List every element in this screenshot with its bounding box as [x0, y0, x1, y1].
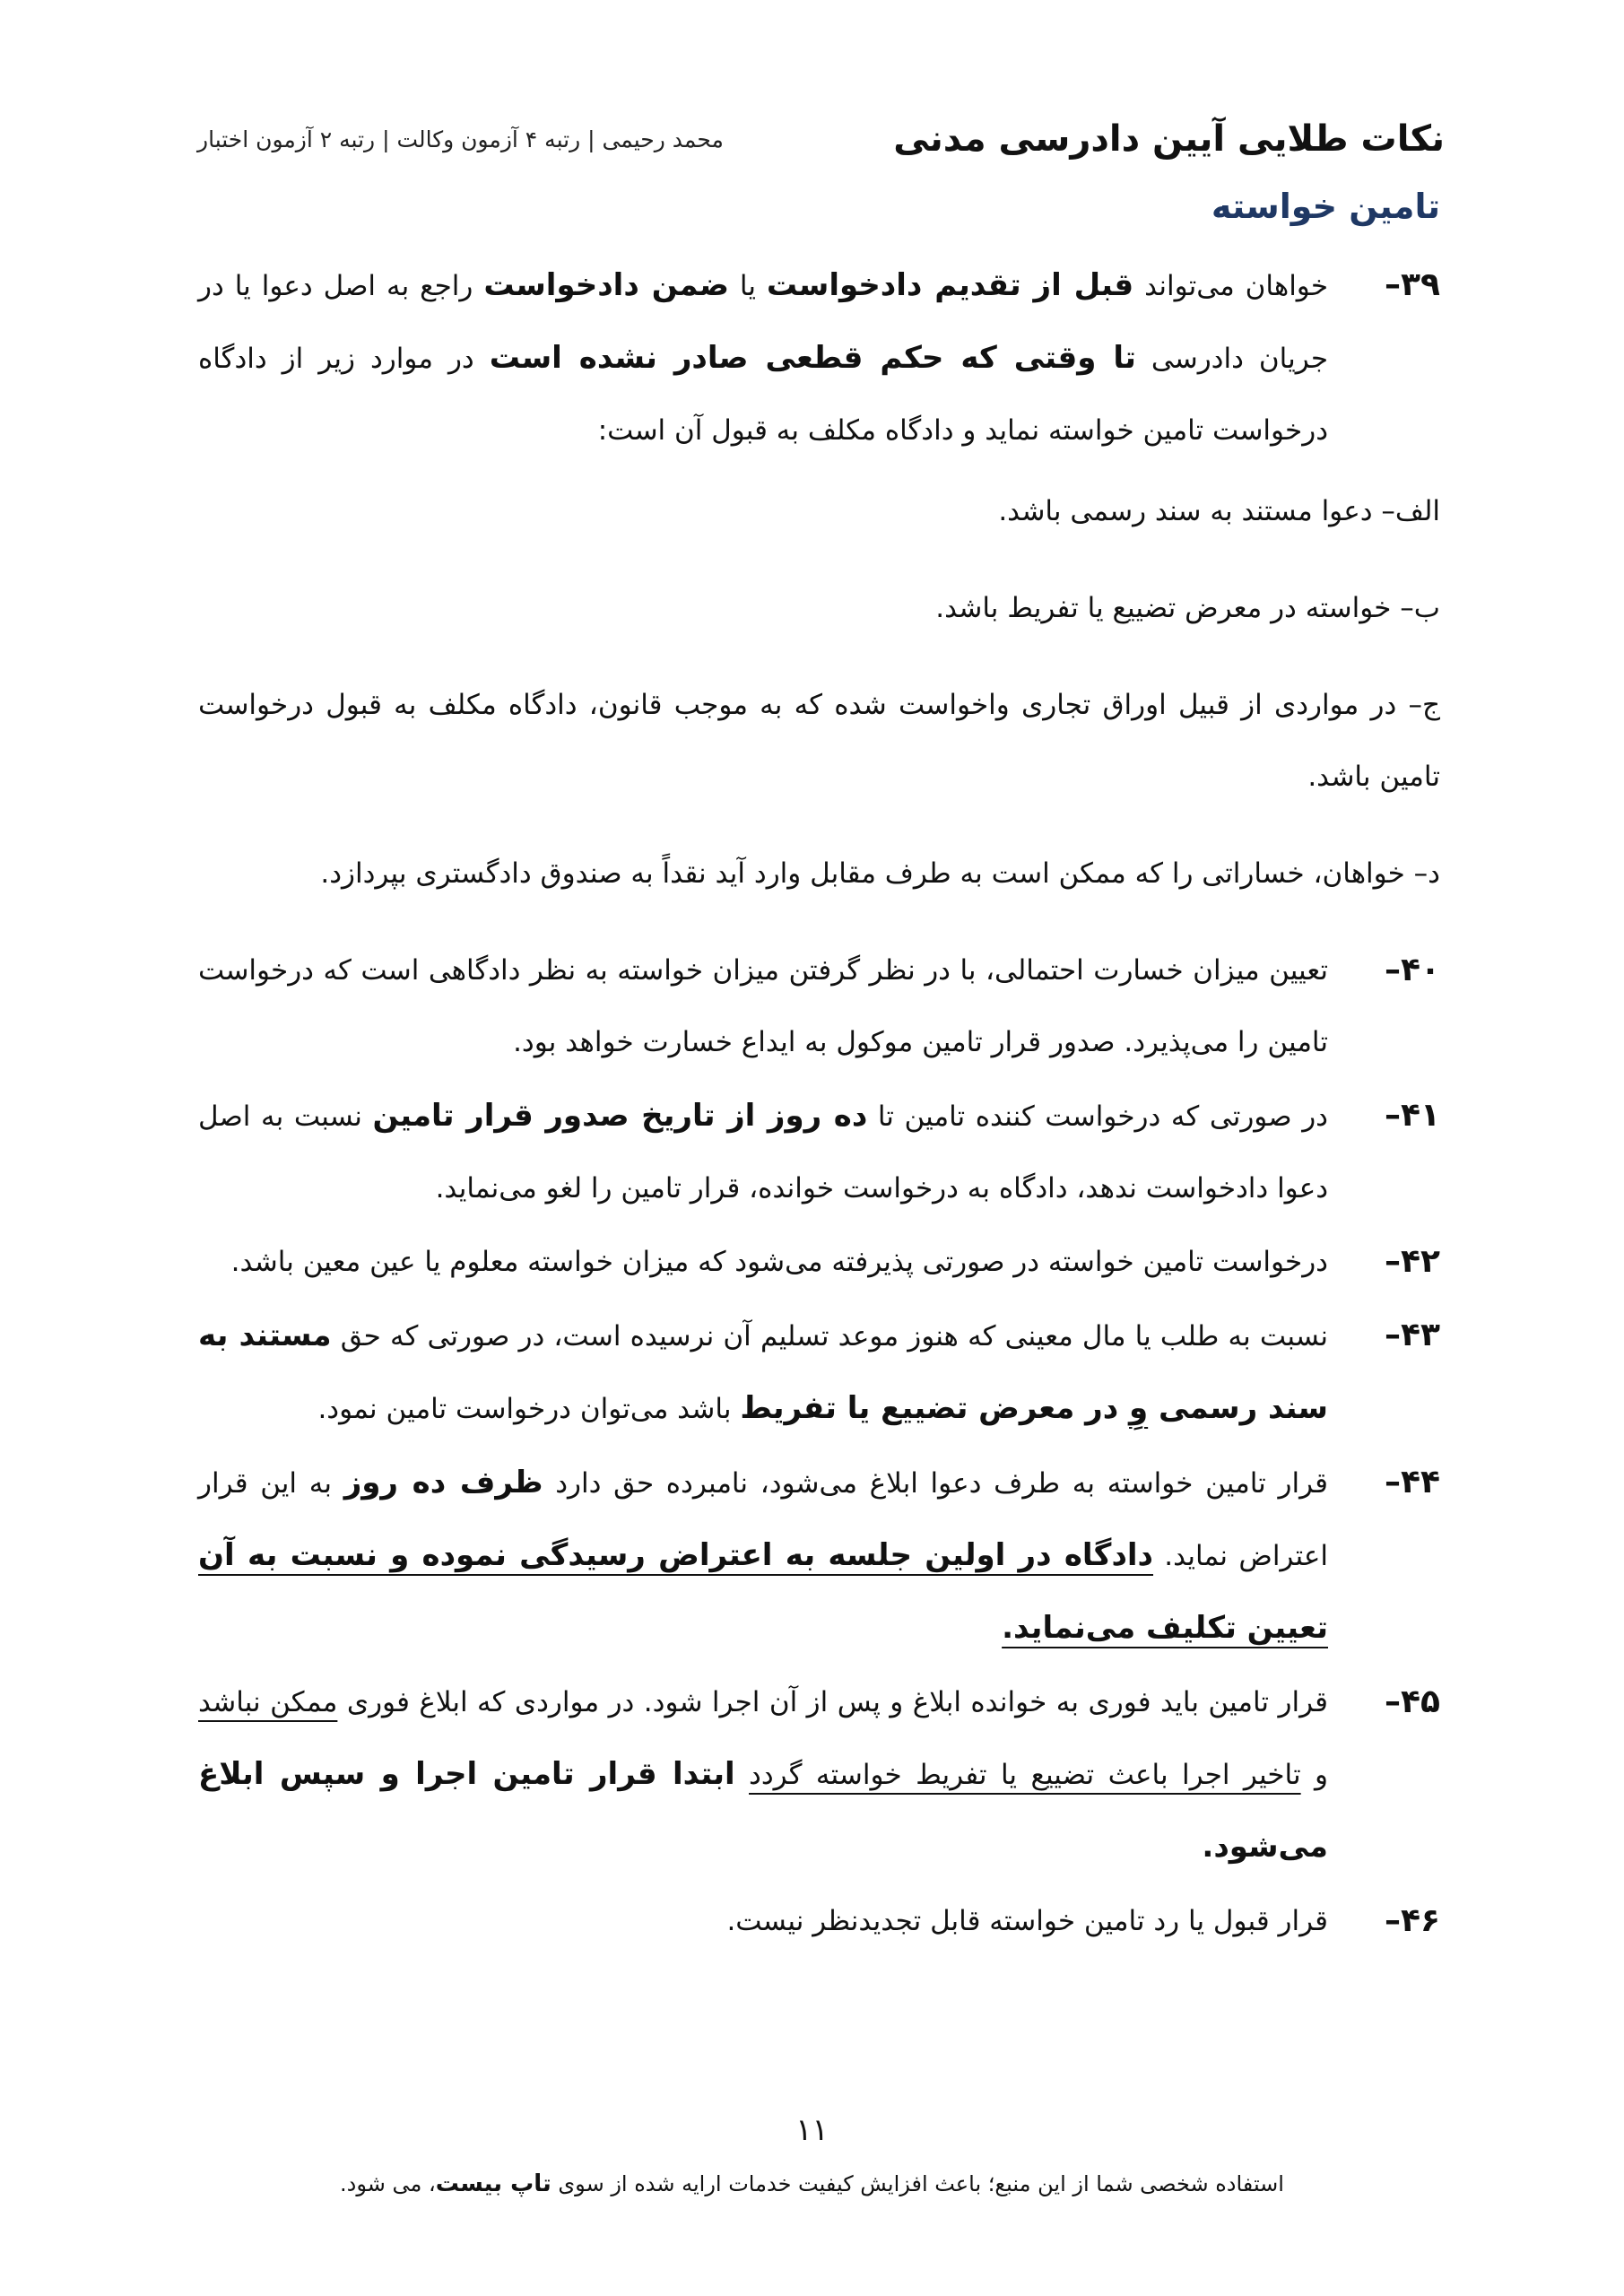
bold-text: ظرف ده روز [343, 1465, 543, 1500]
text-run [735, 1759, 749, 1791]
footer-note [0, 2170, 1624, 2197]
page-number: ۱۱ [795, 2112, 829, 2148]
text-run: قرار تامین باید فوری به خوانده ابلاغ و پس از آن اجرا شود. در مواردی که ابلاغ فوری [337, 1686, 1328, 1718]
bold-underlined-text: دادگاه در اولین جلسه به اعتراض رسیدگی نموده و نسبت به آن تعیین تکلیف می‌نماید. [198, 1537, 1328, 1646]
underlined-text: تاخیر اجرا باعث تضییع یا تفریط خواسته گردد [749, 1759, 1301, 1791]
sub-item-alef: الف– دعوا مستند به سند رسمی باشد. [998, 495, 1440, 527]
text-run: نسبت به اصل دعوا دادخواست ندهد، دادگاه به درخواست خوانده، قرار تامین را لغو می‌نماید. [198, 1100, 1328, 1205]
item-number: ۴۵– [1385, 1683, 1440, 1720]
text-run: یا [728, 270, 767, 302]
text-run: در صورتی که درخواست کننده تامین تا [867, 1100, 1328, 1133]
bold-text: در معرض تضییع یا تفریط [740, 1390, 1130, 1426]
text-run: باشد می‌توان درخواست تامین نمود. [317, 1393, 741, 1425]
underlined-text: ممکن نباشد [198, 1686, 338, 1718]
item-number: ۳۹– [1385, 266, 1440, 303]
bold-text: ابتدا قرار تامین اجرا و سپس ابلاغ می‌شود. [198, 1756, 1328, 1865]
bold-text: قبل از تقدیم دادخواست [766, 267, 1134, 303]
section-heading: تامین خواسته [1211, 187, 1440, 226]
author-credit: محمد رحیمی | رتبه ۴ آزمون وکالت | رتبه ۲ آزمون اختبار [197, 126, 724, 152]
item-text [198, 1300, 1328, 1445]
list-item-39 [198, 249, 1440, 466]
text-run: در موارد زیر از دادگاه درخواست تامین خواسته نماید و دادگاه مکلف به قبول آن است: [198, 343, 1328, 447]
list-item-42 [198, 1226, 1440, 1298]
list-item-41 [198, 1080, 1440, 1224]
bold-text: ضمن دادخواست [483, 267, 729, 303]
bold-text: مستند به سند رسمی [198, 1318, 1328, 1426]
item-text: تعیین میزان خسارت احتمالی، با در نظر گرفتن میزان خواسته به نظر دادگاهی است که درخواست تامین را می‌پذیرد. صدور قرار تامین موکول به ایداع خسارت خواهد بود. [198, 954, 1328, 1058]
list-item-44 [198, 1447, 1440, 1665]
page-header [197, 112, 1445, 166]
item-text [198, 1666, 1328, 1883]
item-text: درخواست تامین خواسته در صورتی پذیرفته می‌شود که میزان خواسته معلوم یا عین معین باشد. [230, 1246, 1328, 1278]
item-number: ۴۲– [1385, 1243, 1440, 1280]
sub-item-dal: د– خواهان، خساراتی را که ممکن است به طرف مقابل وارد آید نقداً به صندوق دادگستری بپردازد. [320, 857, 1440, 890]
item-number: ۴۰– [1385, 952, 1440, 988]
text-run: نسبت به طلب یا مال معینی که هنوز موعد تسلیم آن نرسیده است، در صورتی که حق [331, 1320, 1328, 1352]
underlined-conjunction: وِ [1129, 1390, 1149, 1426]
text-run: قرار تامین خواسته به طرف دعوا ابلاغ می‌شود، نامبرده حق دارد [543, 1467, 1328, 1500]
sub-item-jim: ج– در مواردی از قبیل اوراق تجاری واخواست شده که به موجب قانون، دادگاه مکلف به قبول درخواست تامین باشد. [198, 689, 1440, 793]
sub-item-be: ب– خواسته در معرض تضییع یا تفریط باشد. [935, 592, 1440, 624]
text-run: به این قرار اعتراض نماید. [198, 1467, 1329, 1572]
item-number: ۴۶– [1385, 1902, 1440, 1939]
bold-text: ده روز از تاریخ صدور قرار تامین [372, 1098, 868, 1134]
text-run: راجع به اصل دعوا یا در جریان دادرسی [198, 270, 1328, 375]
list-item-45 [198, 1666, 1440, 1883]
item-text: قرار قبول یا رد تامین خواسته قابل تجدیدنظر نیست. [726, 1905, 1328, 1937]
item-text [198, 1447, 1328, 1665]
item-text [198, 249, 1328, 466]
item-number: ۴۳– [1385, 1317, 1440, 1353]
bold-text: تا وقتی که حکم قطعی صادر نشده است [489, 340, 1136, 376]
document-title: نکات طلایی آیین دادرسی مدنی [893, 118, 1445, 160]
list-item-46 [198, 1885, 1440, 1957]
list-item-43 [198, 1300, 1440, 1445]
brand-name: تاپ بیست [435, 2170, 551, 2197]
text-run: خواهان می‌تواند [1133, 270, 1328, 302]
item-number: ۴۴– [1385, 1464, 1440, 1500]
page-content [198, 179, 1440, 1959]
item-text [198, 1080, 1328, 1224]
item-number: ۴۱– [1385, 1097, 1440, 1134]
footer-text: استفاده شخصی شما از این منبع؛ باعث افزایش کیفیت خدمات ارایه شده از سوی [551, 2171, 1284, 2196]
footer-text: ، می شود. [340, 2171, 436, 2196]
text-run: و [1300, 1759, 1329, 1791]
list-item-40 [198, 935, 1440, 1078]
